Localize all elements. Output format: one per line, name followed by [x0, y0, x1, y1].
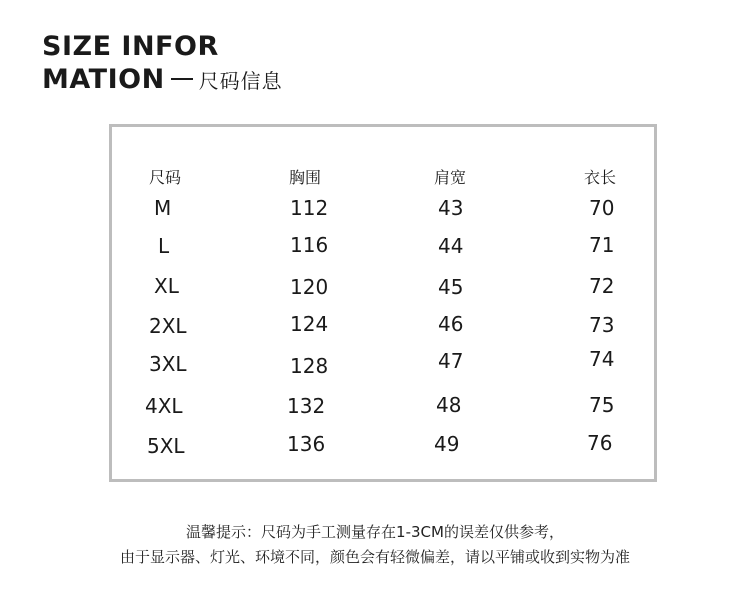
title-text-1: SIZE INFOR — [42, 31, 219, 62]
cell-size: 3XL — [149, 352, 187, 376]
cell-length: 73 — [589, 313, 615, 337]
cell-chest: 116 — [290, 233, 329, 257]
note-line-2: 由于显示器、灯光、环境不同，颜色会有轻微偏差，请以平铺或收到实物为准 — [119, 548, 630, 566]
cell-shoulder: 45 — [438, 275, 464, 299]
cell-length: 71 — [589, 233, 615, 257]
title-line-2 — [42, 63, 283, 98]
cell-shoulder: 43 — [438, 196, 464, 220]
header-shoulder: 肩宽 — [434, 168, 467, 187]
cell-length: 70 — [589, 196, 615, 220]
cell-size: M — [154, 196, 172, 220]
cell-shoulder: 49 — [434, 432, 460, 456]
cell-shoulder: 46 — [438, 312, 464, 336]
title-dash — [171, 78, 193, 80]
note-line-1: 温馨提示：尺码为手工测量存在1-3CM的误差仅供参考， — [186, 523, 564, 541]
cell-chest: 132 — [287, 394, 326, 418]
cell-size: 4XL — [145, 394, 183, 418]
cell-size: 2XL — [149, 314, 187, 338]
cell-size: L — [158, 234, 170, 258]
title-line-1 — [42, 30, 283, 63]
cell-chest: 124 — [290, 312, 329, 336]
header-length: 衣长 — [584, 168, 617, 187]
title-text-2: MATION — [42, 64, 165, 95]
cell-shoulder: 44 — [438, 234, 464, 258]
header-size: 尺码 — [149, 168, 182, 187]
cell-size: XL — [154, 274, 179, 298]
cell-length: 75 — [589, 393, 615, 417]
cell-shoulder: 47 — [438, 349, 464, 373]
cell-length: 72 — [589, 274, 615, 298]
title-block — [42, 30, 283, 98]
cell-length: 74 — [589, 347, 615, 371]
title-subtitle-cn: 尺码信息 — [198, 69, 283, 93]
cell-chest: 120 — [290, 275, 329, 299]
cell-chest: 128 — [290, 354, 329, 378]
header-chest: 胸围 — [289, 168, 322, 187]
cell-chest: 136 — [287, 432, 326, 456]
size-table — [109, 124, 657, 482]
cell-chest: 112 — [290, 196, 329, 220]
cell-size: 5XL — [147, 434, 185, 458]
cell-shoulder: 48 — [436, 393, 462, 417]
cell-length: 76 — [587, 431, 613, 455]
